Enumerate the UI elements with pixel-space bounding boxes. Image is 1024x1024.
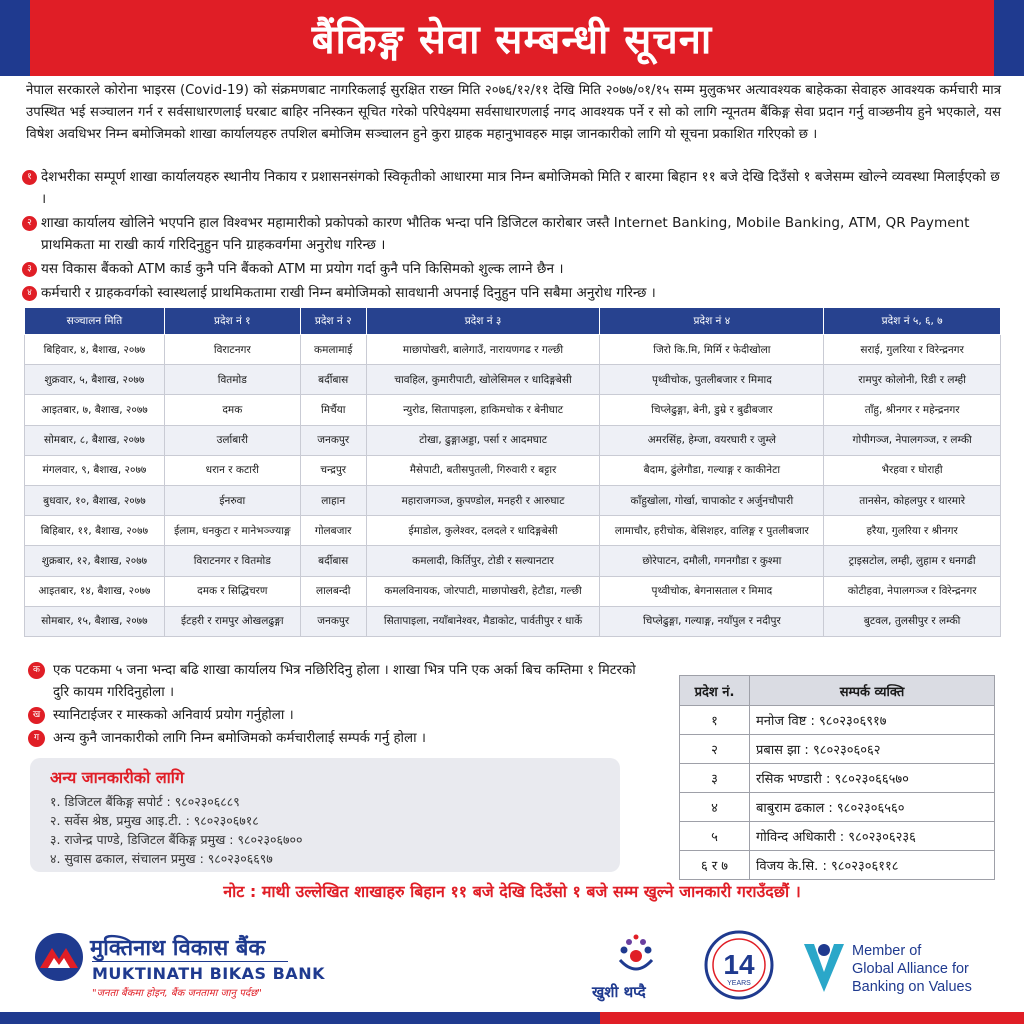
contact-province: ३ [680,764,750,793]
schedule-cell: विराटनगर र वितमोड [164,546,300,576]
info-box-title: अन्य जानकारीको लागि [50,768,184,787]
point-text: शाखा कार्यालय खोलिने भएपनि हाल विश्वभर महामारीको प्रकोपको कारण भौतिक भन्दा पनि डिजिटल कारोबार जस्तै Internet Banking, Mobile Banking, ATM, QR Payment प्राथमिकता मा राखी कार्य गरिदिनुहुन पनि ग्राहकवर्गमा अनुरोध गरिन्छ । [41,215,970,253]
schedule-cell: सोमबार, १५, बैशाख, २०७७ [25,606,165,636]
intro-paragraph: नेपाल सरकारले कोरोना भाइरस (Covid-19) को संक्रमणबाट नागरिकलाई सुरक्षित राख्न मिति २०७६/१२/११ देखि मिति २०७७/०१/१५ सम्म मुलुकभर अत्यावश्यक बाहेकका सेवाहरु आवश्यक कर्मचारी मात्र उपस्थित भई सञ्चालन गर्न र सर्वसाधारणलाई घरबाट बाहिर ननिस्कन सूचित गरेको परिपेक्ष्यमा सर्वसाधारणलाई नगद आवश्यक पर्ने र सो को लागि न्यूनतम बैंकिङ्ग सेवा प्रदान गर्नु वाञ्छनीय हुने भएकाले, यस विषेश अवधिभर निम्न बमोजिमको शाखा कार्यालयहरु तपशिल बमोजिम सञ्चालन हुने कुरा ग्राहक महानुभावहरु माझ जानकारीको लागि यो सूचना प्रकाशित गरिएको छ । [26,83,1001,142]
point-text: यस विकास बैंकको ATM कार्ड कुनै पनि बैंकको ATM मा प्रयोग गर्दा कुनै पनि किसिमको शुल्क लाग्ने छैन । [41,261,564,277]
schedule-cell: ईलाम, धनकुटा र मानेभञ्ज्याङ्ग [164,516,300,546]
info-line: १. डिजिटल बैंकिङ्ग सपोर्ट : ९८०२३०६८८९ [50,794,240,809]
schedule-cell: ईमाडोल, कुलेश्वर, दलदले र धादिङ्गबेसी [366,516,600,546]
contact-province: १ [680,706,750,735]
footer-band-blue [0,1012,600,1024]
note-item [28,705,648,727]
schedule-cell: पृथ्वीचोक, पुतलीबजार र मिमाद [600,365,824,395]
schedule-cell: चावहिल, कुमारीपाटी, खोलेसिमल र धादिङ्गबेसी [366,365,600,395]
schedule-cell: बैदाम, ढुंलेगौडा, गल्याङ्ग र काकीनेटा [600,455,824,485]
point-text: देशभरीका सम्पूर्ण शाखा कार्यालयहरु स्थानीय निकाय र प्रशासनसंगको स्विकृतीको आधारमा मात्र निम्न बमोजिमको मिति र बारमा बिहान ११ बजे देखि दिउँसो १ बजेसम्म खोल्ने व्यवस्था मिलाईएको छ । [41,169,1000,207]
point-number: १ [22,170,37,185]
info-line: ४. सुवास ढकाल, संचालन प्रमुख : ९८०२३०६६९७ [50,851,273,866]
schedule-cell: बुधवार, १०, बैशाख, २०७७ [25,485,165,515]
note-item [28,660,648,704]
schedule-table [24,307,1001,637]
schedule-header-cell: प्रदेश नं ५, ६, ७ [824,308,1001,335]
schedule-cell: वितमोड [164,365,300,395]
bank-logo-icon [34,932,84,982]
gabv-membership-text [852,942,972,996]
contact-table [679,675,995,880]
contact-person: विजय के.सि. : ९८०२३०६११८ [750,851,995,880]
contact-province: २ [680,735,750,764]
schedule-row [25,516,1001,546]
schedule-row [25,576,1001,606]
years-badge-icon [704,930,774,1000]
years-badge-label: YEARS [727,980,751,987]
bank-name-divider [92,961,288,962]
bank-name-english: MUKTINATH BIKAS BANK [92,964,325,983]
note-number: ख [28,707,45,724]
note-item [28,728,648,750]
contact-row [680,764,995,793]
info-box [30,758,620,872]
note-text: अन्य कुनै जानकारीको लागि निम्न बमोजिमको कर्मचारीलाई सम्पर्क गर्नु होला । [53,731,426,746]
schedule-cell: लामाचौर, हरीचोक, बेसिशहर, वालिङ्ग र पुतलीबजार [600,516,824,546]
schedule-cell: सराई, गुलरिया र विरेन्द्रनगर [824,335,1001,365]
schedule-row [25,546,1001,576]
contact-person: प्रबास झा : ९८०२३०६०६२ [750,735,995,764]
footer [0,912,1024,1024]
info-line: २. सर्वेस श्रेष्ठ, प्रमुख आइ.टी. : ९८०२३०६७१८ [50,813,259,828]
schedule-header-cell: प्रदेश नं २ [300,308,366,335]
contact-person: मनोज विष्ट : ९८०२३०६९१७ [750,706,995,735]
bank-name-nepali: मुक्तिनाथ विकास बैंक [90,936,266,961]
schedule-cell: कमलादी, किर्तिपुर, टोडी र सल्यानटार [366,546,600,576]
info-line: ३. राजेन्द्र पाण्डे, डिजिटल बैंकिङ्ग प्रमुख : ९८०२३०६७०० [50,832,303,847]
schedule-row [25,395,1001,425]
contact-province: ४ [680,793,750,822]
schedule-cell: जनकपुर [300,425,366,455]
point-item [22,258,1002,280]
schedule-cell: आइतबार, १४, बैशाख, २०७७ [25,576,165,606]
contact-row [680,735,995,764]
gabv-logo-icon [802,938,846,994]
schedule-cell: बिहिवार, ४, बैशाख, २०७७ [25,335,165,365]
schedule-cell: चिप्लेढुङ्गा, गल्याङ्ग, नयाँपुल र नदीपुर [600,606,824,636]
point-item [22,282,1002,304]
note-number: क [28,662,45,679]
schedule-cell: भैरहवा र घोराही [824,455,1001,485]
point-item [22,212,1002,256]
schedule-cell: दमक [164,395,300,425]
schedule-cell: ईटहरी र रामपुर ओखलढुङ्गा [164,606,300,636]
gabv-line: Member of [852,943,922,959]
schedule-cell: ईनरुवा [164,485,300,515]
schedule-cell: चन्द्रपुर [300,455,366,485]
schedule-cell: बुटवल, तुलसीपुर र लम्की [824,606,1001,636]
schedule-cell: सोमबार, ८, बैशाख, २०७७ [25,425,165,455]
note-number: ग [28,730,45,747]
schedule-cell: मंगलवार, ९, बैशाख, २०७७ [25,455,165,485]
schedule-cell: सितापाइला, नयाँबानेश्वर, मैडाकोट, पार्वतीपुर र धार्के [366,606,600,636]
schedule-cell: माछापोखरी, बालेगाउँ, नारायणगढ र गल्छी [366,335,600,365]
schedule-cell: कमलविनायक, जोरपाटी, माछापोखरी, हेटौडा, गल्छी [366,576,600,606]
note-text: स्यानिटाईजर र मास्कको अनिवार्य प्रयोग गर्नुहोला । [53,708,294,723]
contact-person: रसिक भण्डारी : ९८०२३०६६५७० [750,764,995,793]
schedule-cell: बर्दीबास [300,365,366,395]
schedule-cell: अमरसिंह, हेम्जा, वयरघारी र जुम्ले [600,425,824,455]
schedule-cell: उर्लाबारी [164,425,300,455]
point-number: ३ [22,262,37,277]
contact-header-row [680,676,995,706]
schedule-row [25,335,1001,365]
schedule-cell: महाराजगञ्ज, कुपण्डोल, मनहरी र आरुघाट [366,485,600,515]
schedule-header-cell: प्रदेश नं १ [164,308,300,335]
schedule-cell: तानसेन, कोहलपुर र थारमारे [824,485,1001,515]
schedule-row [25,485,1001,515]
schedule-cell: मिर्चैया [300,395,366,425]
schedule-cell: आइतबार, ७, बैशाख, २०७७ [25,395,165,425]
schedule-cell: विराटनगर [164,335,300,365]
schedule-cell: ताँहु, श्रीनगर र महेन्द्रनगर [824,395,1001,425]
note-text: एक पटकमा ५ जना भन्दा बढि शाखा कार्यालय भित्र नछिरिदिनु होला । शाखा भित्र पनि एक अर्का बिच कम्तिमा १ मिटरको दुरि कायम गरिदिनुहोला । [53,663,636,700]
schedule-cell: गोलबजार [300,516,366,546]
header-banner [0,0,1024,76]
point-number: ४ [22,286,37,301]
schedule-cell: मैसेपाटी, बतीसपुतली, गिरुवारी र बट्टार [366,455,600,485]
bank-tagline: "जनता बैंकमा होइन, बैंक जनतामा जानु पर्दछ" [92,988,262,999]
gabv-line: Global Alliance for [852,961,969,977]
schedule-cell: बिहिबार, ११, बैशाख, २०७७ [25,516,165,546]
schedule-cell: टोखा, ढुङ्गाअड्डा, पर्सा र आदमघाट [366,425,600,455]
contact-province: ५ [680,822,750,851]
contact-person: गोविन्द अधिकारी : ९८०२३०६२३६ [750,822,995,851]
contact-row [680,793,995,822]
schedule-cell: गोपीगञ्ज, नेपालगञ्ज, र लम्की [824,425,1001,455]
page-title: बैंकिङ्ग सेवा सम्बन्धी सूचना [311,17,713,63]
contact-header-cell: सम्पर्क व्यक्ति [750,676,995,706]
schedule-cell: लाहान [300,485,366,515]
contact-row [680,706,995,735]
closing-note: नोट : माथी उल्लेखित शाखाहरु बिहान ११ बजे देखि दिउँसो १ बजे सम्म खुल्ने जानकारी गराउँदछौं । [223,882,801,901]
contact-province: ६ र ७ [680,851,750,880]
schedule-header-cell: प्रदेश नं ३ [366,308,600,335]
schedule-cell: चिप्लेढुङ्गा, बेनी, डुम्रे र बुढीबजार [600,395,824,425]
contact-row [680,822,995,851]
schedule-row [25,425,1001,455]
point-number: २ [22,216,37,231]
schedule-cell: धरान र कटारी [164,455,300,485]
khusi-thapdai-text: खुशी थप्दै [592,983,646,1001]
schedule-cell: लालबन्दी [300,576,366,606]
schedule-cell: शुक्रवार, ५, बैशाख, २०७७ [25,365,165,395]
schedule-header-cell: प्रदेश नं ४ [600,308,824,335]
schedule-cell: पृथ्वीचोक, बेगनासताल र मिमाद [600,576,824,606]
schedule-row [25,365,1001,395]
schedule-cell: शुक्रबार, १२, बैशाख, २०७७ [25,546,165,576]
schedule-cell: कोटीहवा, नेपालगञ्ज र विरेन्द्रनगर [824,576,1001,606]
precaution-notes [28,660,648,751]
contact-person: बाबुराम ढकाल : ९८०२३०६५६० [750,793,995,822]
point-text: कर्मचारी र ग्राहकवर्गको स्वास्थलाई प्राथमिकतामा राखी निम्न बमोजिमको सावधानी अपनाई दिनुहुन पनि सबैमा अनुरोध गरिन्छ । [41,285,656,301]
contact-header-cell: प्रदेश नं. [680,676,750,706]
footer-band-red [600,1012,1024,1024]
schedule-row [25,606,1001,636]
schedule-row [25,455,1001,485]
schedule-cell: दमक र सिद्धिचरण [164,576,300,606]
schedule-header-cell: सञ्चालन मिति [25,308,165,335]
schedule-cell: बर्दीबास [300,546,366,576]
point-item [22,166,1002,210]
schedule-cell: काँहुखोला, गोर्खा, चापाकोट र अर्जुनचौपारी [600,485,824,515]
years-badge-number: 14 [723,949,755,980]
schedule-cell: ट्राइसटोल, लम्ही, लुहाम र धनगढी [824,546,1001,576]
schedule-header-row [25,308,1001,335]
schedule-cell: जिरो कि.मि, मिर्मि र फेदीखोला [600,335,824,365]
schedule-cell: कमलामाई [300,335,366,365]
schedule-cell: छोरेपाटन, दमौली, गगनगौडा र कुश्मा [600,546,824,576]
schedule-cell: रामपुर कोलोनी, रिडी र लम्ही [824,365,1001,395]
gabv-line: Banking on Values [852,979,972,995]
schedule-cell: जनकपुर [300,606,366,636]
schedule-cell: न्युरोड, सितापाइला, हाकिमचोक र बेनीघाट [366,395,600,425]
contact-row [680,851,995,880]
footer-band [0,1012,1024,1024]
points-list [22,166,1002,306]
schedule-cell: हरैया, गुलरिया र श्रीनगर [824,516,1001,546]
